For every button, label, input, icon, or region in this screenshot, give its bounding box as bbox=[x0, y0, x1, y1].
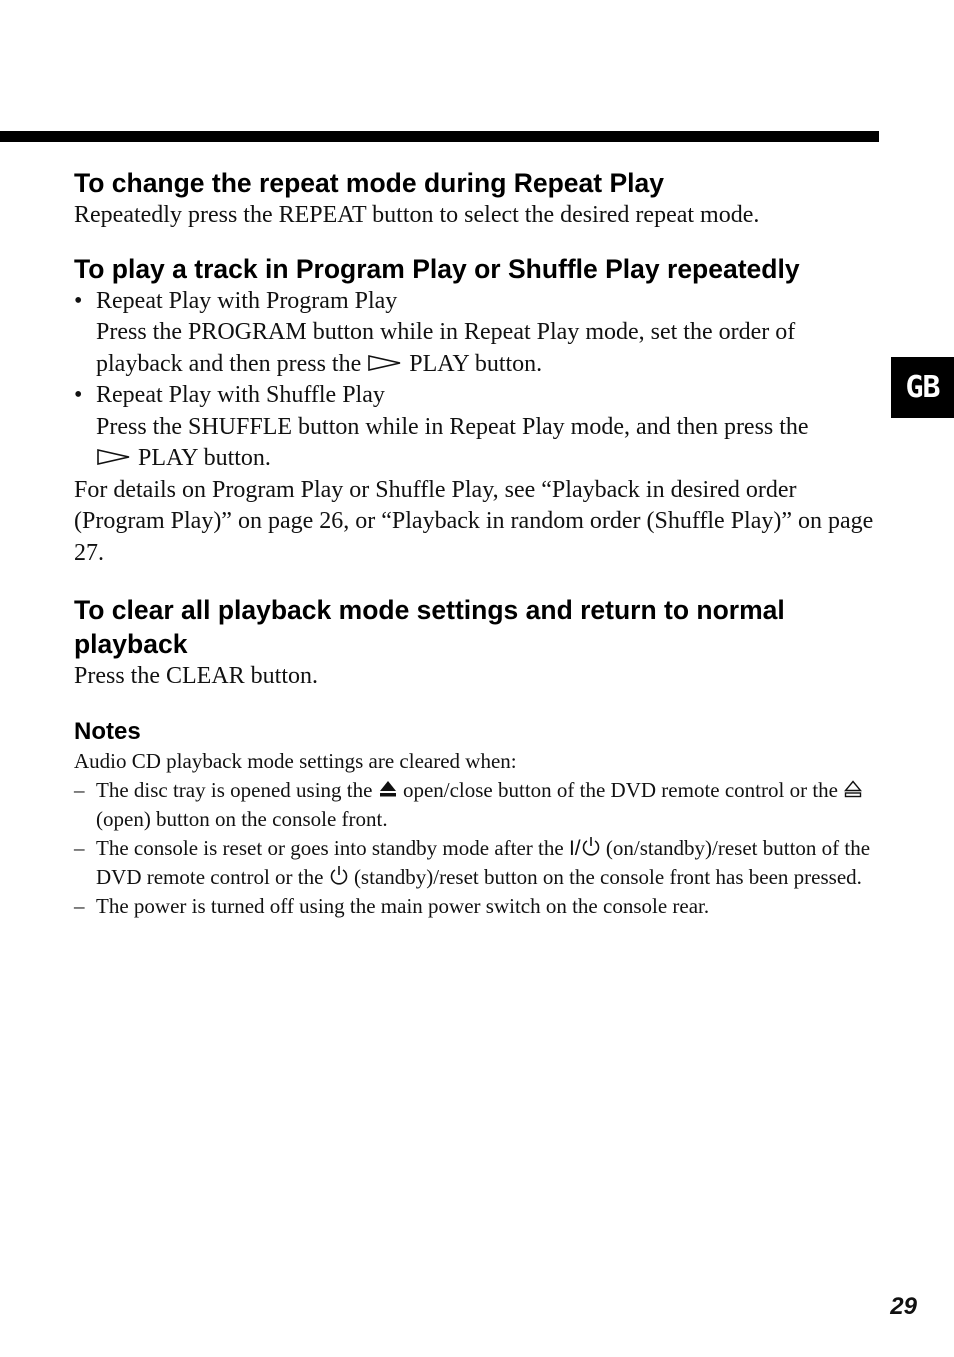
eject-icon bbox=[378, 779, 398, 799]
bullet-text: PLAY button. bbox=[409, 350, 543, 377]
note-text: (standby)/reset button on the console front has been pressed. bbox=[353, 864, 862, 889]
language-tab: GB bbox=[891, 357, 954, 418]
notes-intro: Audio CD playback mode settings are cleared when: bbox=[74, 748, 517, 773]
note-text: The power is turned off using the main power switch on the console rear. bbox=[96, 893, 710, 918]
repeat-mode-body: Repeatedly press the REPEAT button to select the desired repeat mode. bbox=[74, 202, 760, 228]
bullet-text: playback and then press the bbox=[96, 350, 362, 377]
bullet-line bbox=[96, 443, 880, 475]
dash-mark: – bbox=[74, 835, 85, 860]
dash-mark: – bbox=[74, 777, 85, 802]
details-paragraph: For details on Program Play or Shuffle Play, see “Playback in desired order (Program Play)” on page 26, or “Playback in random order (Shuffle Play)” on page 27. bbox=[74, 476, 874, 566]
note-text: The console is reset or goes into standby mode after the bbox=[96, 835, 564, 860]
power-icon bbox=[329, 864, 349, 886]
open-icon bbox=[843, 779, 863, 799]
bullet-line: Press the PROGRAM button while in Repeat Play mode, set the order of bbox=[96, 319, 796, 345]
notes-section bbox=[74, 717, 880, 921]
note-text: (on/standby)/reset button of the DVD remote control or the bbox=[96, 835, 871, 889]
play-icon bbox=[367, 354, 403, 372]
top-rule bbox=[0, 131, 879, 142]
dash-mark: – bbox=[74, 893, 85, 918]
bullet-shuffle-play bbox=[74, 380, 880, 475]
bullet-title: Repeat Play with Program Play bbox=[96, 287, 398, 314]
note-item bbox=[74, 834, 880, 892]
heading-program-shuffle: To play a track in Program Play or Shuffle Play repeatedly bbox=[74, 253, 800, 284]
note-text: The disc tray is opened using the bbox=[96, 777, 373, 802]
note-text: (open) button on the console front. bbox=[96, 806, 388, 831]
bullet-mark: • bbox=[74, 382, 83, 408]
note-item bbox=[74, 892, 880, 921]
heading-clear: To clear all playback mode settings and return to normal playback bbox=[74, 595, 785, 659]
page-number: 29 bbox=[890, 1293, 917, 1320]
power-icon bbox=[581, 835, 601, 857]
heading-repeat-mode: To change the repeat mode during Repeat Play bbox=[74, 168, 664, 198]
notes-heading: Notes bbox=[74, 717, 141, 745]
bullet-text: PLAY button. bbox=[138, 445, 271, 471]
bullet-line: Press the SHUFFLE button while in Repeat Play mode, and then press the bbox=[96, 413, 809, 440]
bullet-title: Repeat Play with Shuffle Play bbox=[96, 382, 385, 408]
onstandby-prefix: I/ bbox=[568, 836, 581, 860]
note-text: open/close button of the DVD remote control or the bbox=[402, 777, 838, 802]
clear-body: Press the CLEAR button. bbox=[74, 663, 318, 689]
play-icon bbox=[96, 448, 132, 466]
note-item bbox=[74, 776, 880, 834]
bullet-program-play bbox=[74, 286, 880, 381]
bullet-mark: • bbox=[74, 287, 83, 314]
bullet-line bbox=[96, 349, 880, 381]
page-content bbox=[74, 166, 880, 921]
